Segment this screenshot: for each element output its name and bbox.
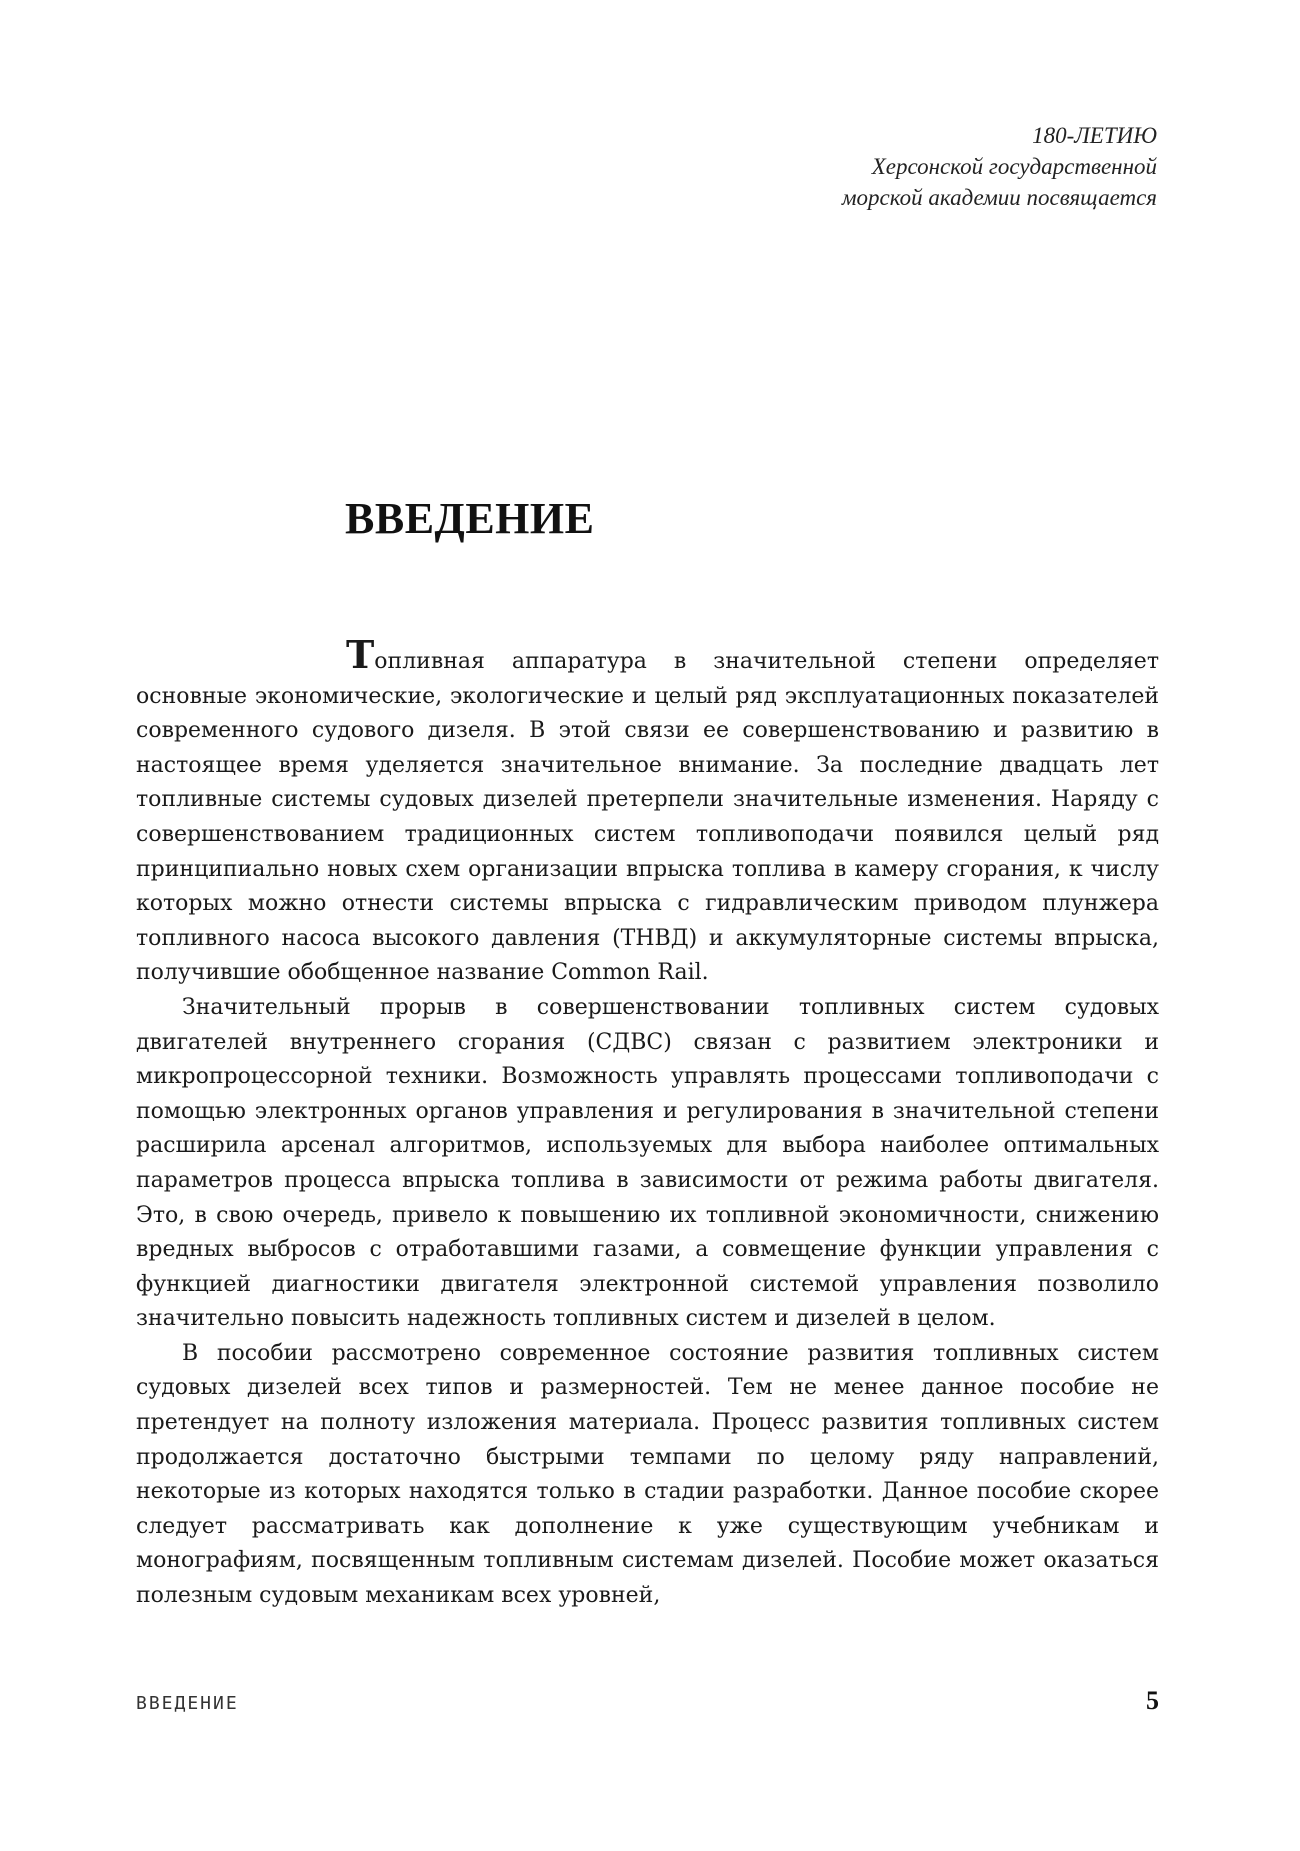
body-text <box>136 632 1159 1614</box>
running-head: ВВЕДЕНИЕ <box>136 1693 239 1714</box>
paragraph-3: В пособии рассмотрено современное состояние развития топливных систем судовых дизелей всех типов и размерностей. Тем не менее данное пособие не претендует на полноту изложения материала. Процесс развития топливных систем продолжается достаточно быстрыми темпами по целому ряду направлений, некоторые из которых находятся только в стадии разработки. Данное пособие скорее следует рассматривать как дополнение к уже существующим учебникам и монографиям, посвященным топливным системам дизелей. Пособие может оказаться полезным судовым механикам всех уровней, <box>136 1340 1159 1609</box>
paragraph-1-text: опливная аппаратура в значительной степени определяет основные экономические, экологические и целый ряд эксплуатационных показателей современного судового дизеля. В этой связи ее совершенствованию и развитию в настоящее время уделяется значительное внимание. За последние двадцать лет топливные системы судовых дизелей претерпели значительные изменения. Наряду с совершенствованием традиционных систем топливоподачи появился целый ряд принципиально новых схем организации впрыска топлива в камеру сгорания, к числу которых можно отнести системы впрыска с гидравлическим приводом плунжера топливного насоса высокого давления (ТНВД) и аккумуляторные системы впрыска, получившие обобщенное название Common Rail. <box>136 649 1159 986</box>
dedication-line-3: морской академии посвящается <box>841 185 1157 210</box>
dedication <box>637 120 1157 213</box>
paragraph-2: Значительный прорыв в совершенствовании топливных систем судовых двигателей внутреннего сгорания (СДВС) связан с развитием электроники и микропроцессорной техники. Возможность управлять процессами топливоподачи с помощью электронных органов управления и регулирования в значительной степени расширила арсенал алгоритмов, используемых для выбора наиболее оптимальных параметров процесса впрыска топлива в зависимости от режима работы двигателя. Это, в свою очередь, привело к повышению их топливной экономичности, снижению вредных выбросов с отработавшими газами, а совмещение функции управления с функцией диагностики двигателя электронной системой управления позволило значительно повысить надежность топливных систем и дизелей в целом. <box>136 994 1159 1332</box>
page-number: 5 <box>1146 1686 1159 1715</box>
drop-cap: Т <box>346 632 375 677</box>
paragraph-1 <box>136 632 1159 991</box>
dedication-line-2: Херсонской государственной <box>871 154 1157 179</box>
chapter-title: ВВЕДЕНИЕ <box>345 494 595 543</box>
dedication-line-1: 180-ЛЕТИЮ <box>1032 123 1157 148</box>
